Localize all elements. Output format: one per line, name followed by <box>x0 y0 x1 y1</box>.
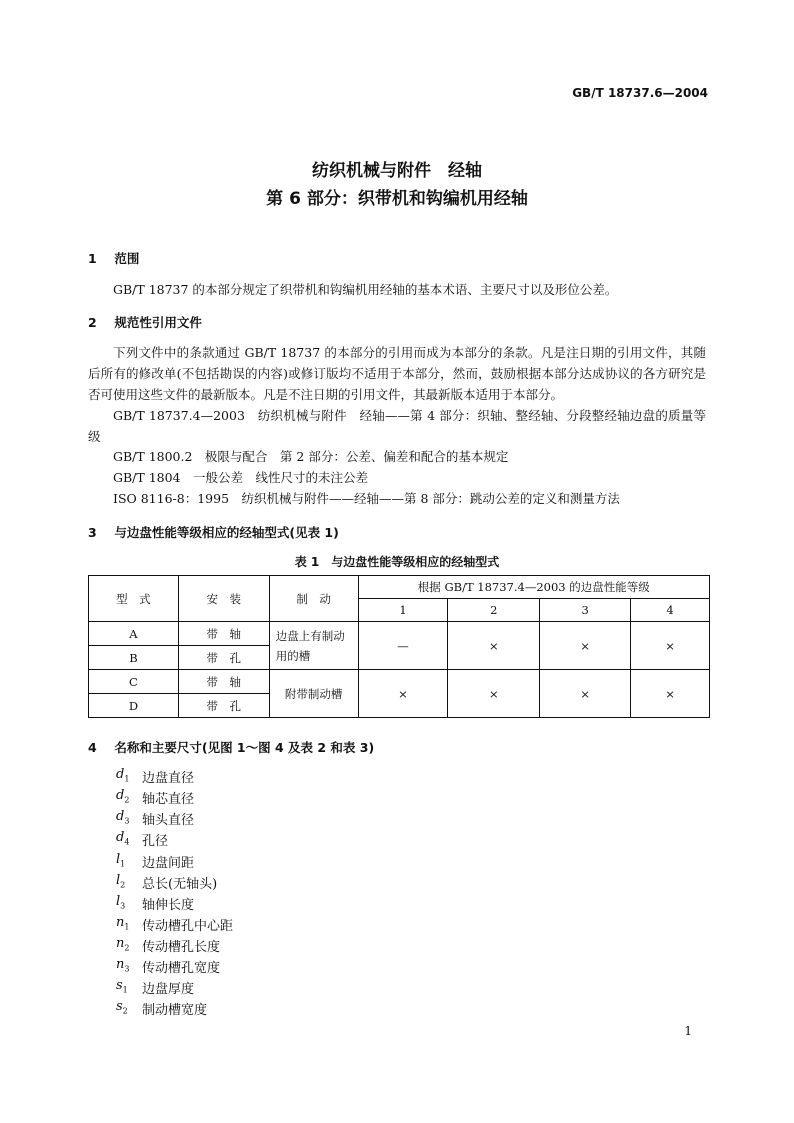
symbol-label: 轴芯直径 <box>142 792 195 807</box>
symbol-subscript: 1 <box>124 774 130 784</box>
reference-item: GB/T 1800.2 极限与配合 第 2 部分：公差、偏差和配合的基本规定 <box>113 449 509 464</box>
symbol-letter: d <box>116 830 125 845</box>
symbol-letter: n <box>116 915 125 930</box>
section-1-heading <box>88 249 139 267</box>
symbol-item <box>116 957 221 976</box>
reference-item: ISO 8116-8：1995 纺织机械与附件——经轴——第 8 部分：跳动公差的定义和测量方法 <box>113 491 620 506</box>
symbol-item <box>116 999 208 1018</box>
symbol-item <box>116 830 169 849</box>
symbol-label: 传动槽孔宽度 <box>142 961 221 976</box>
cell-mark: × <box>448 622 540 670</box>
symbol-letter: l <box>116 873 121 888</box>
symbol-item <box>116 894 195 913</box>
symbol-item <box>116 809 195 828</box>
page-number: 1 <box>684 1024 692 1038</box>
section-1-text: GB/T 18737 的本部分规定了织带机和钩编机用经轴的基本术语、主要尺寸以及形位公差。 <box>113 282 618 297</box>
beam-type-table <box>88 575 710 718</box>
document-title-line1: 纺织机械与附件 经轴 <box>312 161 482 181</box>
header-grade: 2 <box>448 599 540 622</box>
reference-item: GB/T 1804 一般公差 线性尺寸的未注公差 <box>113 470 369 485</box>
symbol-subscript: 4 <box>124 837 130 847</box>
section-number: 4 <box>88 740 97 755</box>
cell-brake: 附带制动槽 <box>269 670 358 718</box>
cell-mount: 带 孔 <box>178 694 269 718</box>
standard-number: GB/T 18737.6—2004 <box>572 86 708 100</box>
section-number: 2 <box>88 315 97 330</box>
cell-mark: × <box>358 670 448 718</box>
symbol-label: 制动槽宽度 <box>142 1003 208 1018</box>
symbol-item <box>116 915 234 934</box>
cell-mount: 带 轴 <box>178 622 269 646</box>
symbol-label: 传动槽孔中心距 <box>142 919 234 934</box>
cell-mount: 带 孔 <box>178 646 269 670</box>
symbol-item <box>116 978 195 997</box>
cell-mount: 带 轴 <box>178 670 269 694</box>
section-number: 3 <box>88 525 97 540</box>
symbol-letter: l <box>116 852 121 867</box>
section-title: 名称和主要尺寸(见图 1～图 4 及表 2 和表 3) <box>114 740 375 755</box>
symbol-label: 总长(无轴头) <box>142 877 218 892</box>
symbol-subscript: 3 <box>124 816 130 826</box>
symbol-subscript: 1 <box>120 859 126 869</box>
section-number: 1 <box>88 251 97 266</box>
cell-mark: — <box>358 622 448 670</box>
symbol-letter: d <box>116 767 125 782</box>
cell-brake: 边盘上有制动用的槽 <box>269 622 358 670</box>
cell-type: A <box>89 622 179 646</box>
symbol-label: 边盘厚度 <box>142 982 195 997</box>
symbol-letter: d <box>116 788 125 803</box>
symbol-label: 轴头直径 <box>142 813 195 828</box>
symbol-label: 传动槽孔长度 <box>142 940 221 955</box>
cell-type: D <box>89 694 179 718</box>
symbol-letter: n <box>116 936 125 951</box>
section-2-heading <box>88 313 202 331</box>
symbol-subscript: 2 <box>124 943 130 953</box>
symbol-item <box>116 852 195 871</box>
symbol-letter: l <box>116 894 121 909</box>
section-title: 规范性引用文件 <box>114 315 202 330</box>
symbol-subscript: 1 <box>124 922 130 932</box>
header-grade-group: 根据 GB/T 18737.4—2003 的边盘性能等级 <box>358 576 709 599</box>
cell-type: C <box>89 670 179 694</box>
header-grade: 3 <box>540 599 631 622</box>
header-mount: 安 装 <box>178 576 269 622</box>
cell-mark: × <box>540 670 631 718</box>
symbol-label: 轴伸长度 <box>142 898 195 913</box>
cell-mark: × <box>540 622 631 670</box>
symbol-letter: s <box>116 999 123 1014</box>
table-caption: 表 1 与边盘性能等级相应的经轴型式 <box>294 555 500 569</box>
symbol-item <box>116 767 195 786</box>
symbol-label: 边盘间距 <box>142 856 195 871</box>
section-title: 范围 <box>114 251 140 266</box>
header-grade: 4 <box>631 599 710 622</box>
symbol-item <box>116 936 221 955</box>
symbol-label: 孔径 <box>142 834 169 849</box>
document-title-line2: 第 6 部分：织带机和钩编机用经轴 <box>266 189 528 209</box>
symbol-label: 边盘直径 <box>142 771 195 786</box>
cell-mark: × <box>448 670 540 718</box>
symbol-subscript: 2 <box>120 880 126 890</box>
symbol-subscript: 3 <box>124 964 130 974</box>
symbol-subscript: 3 <box>120 901 126 911</box>
section-3-heading <box>88 523 339 541</box>
section-2-text: 下列文件中的条款通过 GB/T 18737 的本部分的引用而成为本部分的条款。凡是注日期的引用文件，其随后所有的修改单(不包括勘误的内容)或修订版均不适用于本部分，然而，鼓励根据本部分达成协议的各方研究是否可使用这些文件的最新版本。凡是不注日期的引用文件，其最新版本适用于本部分。 <box>88 345 706 402</box>
section-title: 与边盘性能等级相应的经轴型式(见表 1) <box>114 525 339 540</box>
header-type: 型 式 <box>89 576 179 622</box>
symbol-subscript: 2 <box>122 1006 128 1016</box>
header-brake: 制 动 <box>269 576 358 622</box>
table-row <box>89 622 710 646</box>
symbol-letter: n <box>116 957 125 972</box>
cell-mark: × <box>631 670 710 718</box>
symbol-item <box>116 873 218 892</box>
symbol-item <box>116 788 195 807</box>
cell-mark: × <box>631 622 710 670</box>
symbol-subscript: 1 <box>122 985 128 995</box>
reference-item: GB/T 18737.4—2003 纺织机械与附件 经轴——第 4 部分：织轴、整经轴、分段整经轴边盘的质量等级 <box>88 408 706 444</box>
section-4-heading <box>88 738 374 756</box>
symbol-subscript: 2 <box>124 795 130 805</box>
symbol-letter: s <box>116 978 123 993</box>
cell-type: B <box>89 646 179 670</box>
header-grade: 1 <box>358 599 448 622</box>
symbol-letter: d <box>116 809 125 824</box>
table-row <box>89 670 710 694</box>
